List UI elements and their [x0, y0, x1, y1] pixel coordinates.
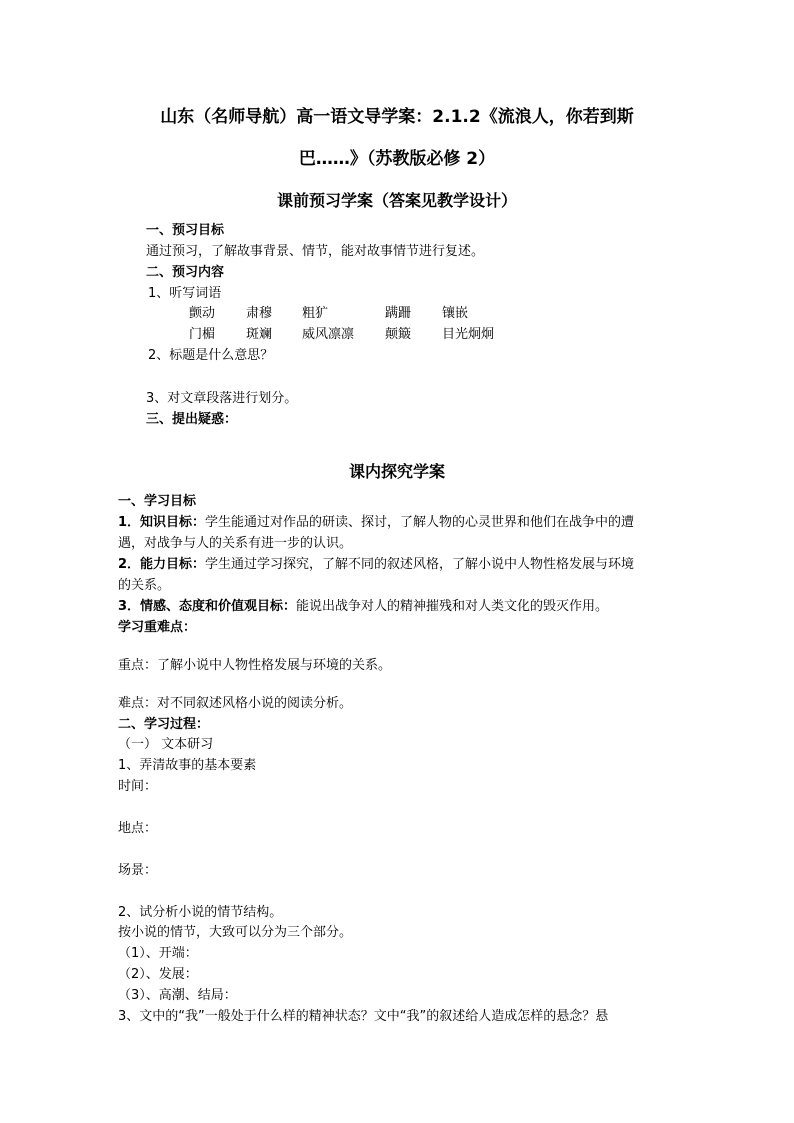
goal1-text: 学生能通过对作品的研读、探讨，了解人物的心灵世界和他们在战争中的遭	[205, 515, 635, 530]
preview-item2: 2、标题是什么意思？	[148, 348, 274, 363]
goal3-line	[118, 597, 608, 617]
dictation-word: 镶嵌	[442, 306, 469, 321]
preview-section3-heading: 三、提出疑惑：	[146, 412, 238, 427]
plot-part3: （3）、高潮、结局：	[118, 988, 237, 1003]
dictation-word: 粗犷	[302, 306, 329, 321]
goal2-line1	[118, 555, 634, 575]
preview-heading: 课前预习学案（答案见教学设计）	[276, 191, 517, 210]
preview-item1: 1、听写词语	[148, 286, 222, 301]
key-point: 重点：了解小说中人物性格发展与环境的关系。	[118, 658, 392, 673]
inclass-section1-heading: 一、学习目标	[118, 494, 197, 509]
preview-item3: 3、对文章段落进行划分。	[146, 391, 298, 406]
document-title-line2: 巴……》（苏教版必修 2）	[298, 149, 496, 169]
dictation-word: 目光炯炯	[442, 327, 495, 342]
question2-description: 按小说的情节，大致可以分为三个部分。	[118, 925, 353, 940]
plot-part2: （2）、发展：	[118, 967, 198, 982]
goal2-line2: 的关系。	[118, 578, 171, 593]
preview-section2-heading: 二、预习内容	[146, 265, 225, 280]
difficult-point: 难点：对不同叙述风格小说的阅读分析。	[118, 696, 353, 711]
question1: 1、弄清故事的基本要素	[118, 758, 257, 773]
dictation-word: 蹒跚	[385, 306, 412, 321]
place-field: 地点：	[118, 821, 158, 836]
time-field: 时间：	[118, 779, 158, 794]
preview-section1-heading: 一、预习目标	[146, 223, 225, 238]
dictation-word: 肃穆	[246, 306, 273, 321]
dictation-word: 门楣	[189, 327, 216, 342]
scene-field: 场景：	[118, 863, 158, 878]
dictation-word: 颤动	[189, 306, 216, 321]
preview-section1-text: 通过预习，了解故事背景、情节，能对故事情节进行复述。	[146, 244, 485, 259]
question2: 2、试分析小说的情节结构。	[118, 905, 283, 920]
goal1-label: 1．知识目标：	[118, 515, 206, 530]
goal3-text: 能说出战争对人的精神摧残和对人类文化的毁灭作用。	[296, 599, 609, 614]
question3: 3、文中的“我”一般处于什么样的精神状态？文中“我”的叙述给人造成怎样的悬念？悬	[118, 1009, 609, 1024]
document-title-line1: 山东（名师导航）高一语文导学案：2.1.2《流浪人，你若到斯	[160, 107, 634, 127]
plot-part1: （1）、开端：	[118, 946, 198, 961]
dictation-word: 威风凛凛	[302, 327, 355, 342]
goal2-label: 2．能力目标：	[118, 557, 206, 572]
goal1-line2: 遇，对战争与人的关系有进一步的认识。	[118, 536, 353, 551]
inclass-heading: 课内探究学案	[348, 462, 445, 481]
inclass-section2-heading: 二、学习过程：	[118, 717, 210, 732]
keypoints-heading: 学习重难点：	[118, 620, 197, 635]
goal2-text: 学生通过学习探究，了解不同的叙述风格，了解小说中人物性格发展与环境	[205, 557, 635, 572]
goal3-label: 3．情感、态度和价值观目标：	[118, 599, 297, 614]
goal1-line1	[118, 513, 634, 533]
dictation-word: 颠簸	[385, 327, 412, 342]
part1-heading: （一） 文本研习	[118, 737, 214, 752]
dictation-word: 斑斓	[246, 327, 273, 342]
